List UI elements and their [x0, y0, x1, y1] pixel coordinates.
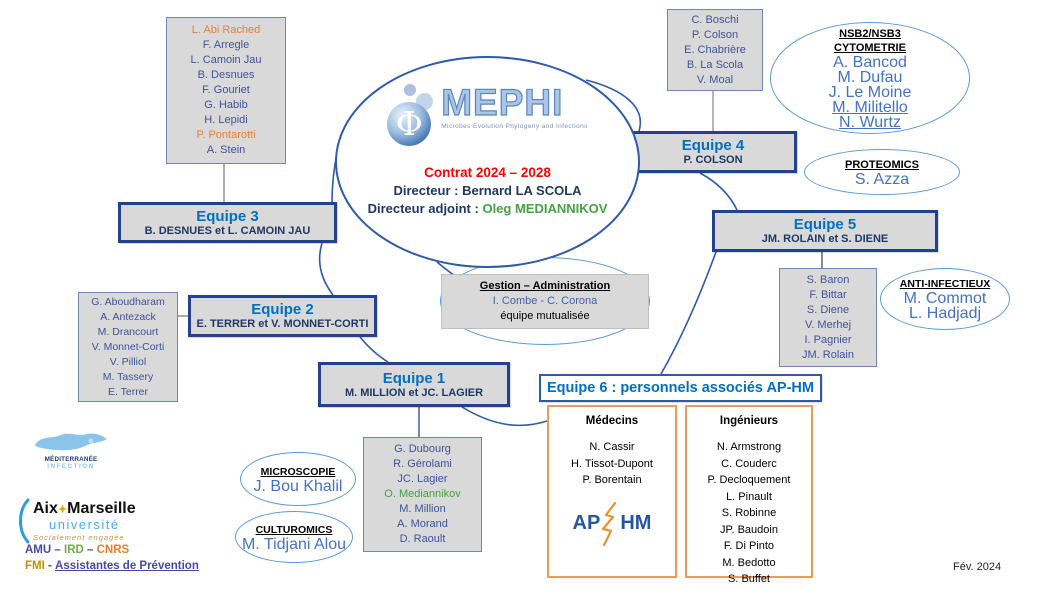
- director-label: Directeur :: [393, 183, 459, 198]
- platform-member-name: M. Militello: [832, 98, 908, 116]
- anti-infectieux-title: ANTI-INFECTIEUX: [899, 278, 991, 290]
- equipe5-members-box: [779, 268, 877, 367]
- footer-segment: –: [51, 544, 64, 556]
- proteomics-ellipse: [804, 149, 960, 195]
- footer-segment: –: [83, 544, 97, 556]
- member-name: B. Desnues: [197, 69, 255, 81]
- equipe6-box: [539, 374, 822, 402]
- platform-member-name: J. Bou Khalil: [253, 477, 343, 495]
- mediterranee-text: MÉDITERRANÉE: [44, 456, 98, 463]
- mephi-circle: [335, 56, 640, 268]
- platform-member-name: N. Wurtz: [839, 113, 901, 131]
- footer-segment: IRD: [64, 544, 84, 556]
- equipe5-box: [712, 210, 938, 252]
- equipe3-label: Equipe 3: [196, 207, 259, 225]
- amu-paren-icon: [16, 498, 30, 544]
- staff-name: N. Cassir: [589, 441, 635, 453]
- member-name: O. Mediannikov: [384, 488, 461, 500]
- equipe3-members-box: [166, 17, 286, 164]
- platform-member-name: S. Azza: [854, 170, 910, 188]
- staff-name: F. Di Pinto: [723, 540, 775, 552]
- logo-bubble: [404, 84, 416, 96]
- platform-member-name: J. Le Moine: [828, 83, 912, 101]
- equipe2-leaders: E. TERRER et V. MONNET-CORTI: [196, 318, 369, 330]
- member-name: F. Bittar: [809, 288, 847, 301]
- member-name: D. Raoult: [399, 533, 446, 545]
- ingenieurs-title: Ingénieurs: [719, 415, 779, 427]
- staff-name: N. Armstrong: [716, 441, 782, 453]
- member-name: JM. Rolain: [802, 348, 854, 361]
- member-name: G. Aboudharam: [91, 295, 165, 308]
- footer-segment: Assistantes de Prévention: [55, 560, 199, 572]
- member-name: P. Colson: [691, 28, 739, 41]
- equipe1-members-box: [363, 437, 482, 552]
- staff-name: H. Tissot-Dupont: [571, 457, 653, 470]
- equipe4-label: Equipe 4: [681, 137, 745, 154]
- equipe3-leaders: B. DESNUES et L. CAMOIN JAU: [144, 224, 311, 237]
- member-name: I. Pagnier: [804, 333, 852, 346]
- proteomics-title: PROTEOMICS: [845, 158, 919, 171]
- equipe1-leaders: M. MILLION et JC. LAGIER: [344, 386, 484, 399]
- equipe2-members-box: [78, 292, 178, 402]
- infection-text: INFECTION: [47, 463, 95, 470]
- equipe5-leaders: JM. ROLAIN et S. DIENE: [761, 233, 889, 245]
- phi-glyph: Φ: [387, 102, 431, 146]
- amu-marseille: Marseille: [67, 499, 136, 517]
- microscopie-title: MICROSCOPIE: [260, 465, 336, 478]
- member-name: H. Lepidi: [204, 114, 248, 126]
- staff-name: P. Decloquement: [707, 474, 791, 486]
- footer-segment: CNRS: [96, 544, 130, 556]
- equipe4-members-box: [667, 9, 763, 91]
- cytometrie-ellipse: [770, 22, 970, 134]
- footer-segment: AMU: [25, 544, 52, 556]
- microscopie-ellipse: [240, 452, 356, 506]
- mediterranee-map-icon: [31, 427, 111, 453]
- member-name: M. Drancourt: [97, 325, 159, 338]
- member-name: G. Dubourg: [394, 443, 451, 455]
- staff-name: P. Borentain: [582, 474, 642, 486]
- equipe4-box: [629, 131, 797, 173]
- amu-aix: Aix: [33, 499, 58, 517]
- platform-member-name: M. Dufau: [837, 68, 903, 86]
- mediterranee-infection-logo: [28, 427, 114, 470]
- member-name: V. Pilliol: [109, 355, 147, 368]
- mephi-phi-icon: [387, 84, 435, 148]
- culturomics-ellipse: [235, 511, 353, 563]
- deputy-name: Oleg MEDIANNIKOV: [482, 201, 608, 216]
- staff-name: M. Bedotto: [722, 556, 776, 569]
- amu-name-line: [33, 501, 136, 517]
- member-name: A. Morand: [397, 518, 448, 530]
- member-name: L. Abi Rached: [191, 24, 261, 36]
- member-name: R. Gérolami: [393, 458, 452, 470]
- ingenieurs-panel: [685, 405, 813, 585]
- gestion-box: [441, 274, 649, 329]
- member-name: S. Diene: [806, 303, 850, 316]
- member-name: V. Merhej: [804, 318, 852, 331]
- cytometrie-members: [771, 55, 969, 130]
- platform-member-name: M. Tidjani Alou: [241, 535, 347, 553]
- equipe2-label: Equipe 2: [251, 301, 314, 318]
- platform-member-name: A. Bancod: [833, 53, 907, 71]
- proteomics-members: [805, 172, 959, 187]
- director-line: [393, 182, 581, 200]
- medecins-panel: [547, 405, 677, 578]
- director-name: Bernard LA SCOLA: [462, 183, 582, 198]
- staff-name: C. Couderc: [721, 457, 777, 470]
- gestion-note: équipe mutualisée: [500, 309, 590, 322]
- staff-name: L. Pinault: [726, 490, 772, 503]
- member-name: V. Moal: [696, 73, 734, 86]
- staff-name: S. Buffet: [728, 573, 770, 585]
- footer-segment: FMI: [25, 560, 45, 572]
- member-name: M. Tassery: [102, 370, 154, 383]
- deputy-label: Directeur adjoint :: [367, 201, 479, 216]
- amu-tagline: Socialement engagée: [33, 532, 125, 542]
- culturomics-members: [236, 537, 352, 552]
- member-name: E. Chabrière: [684, 43, 746, 56]
- contract-line: Contrat 2024 – 2028: [424, 165, 551, 180]
- gestion-ellipse: [440, 257, 650, 345]
- member-name: P. Pontarotti: [196, 129, 256, 141]
- date-label: Fév. 2024: [953, 561, 1002, 573]
- platform-member-name: M. Commot: [903, 290, 987, 307]
- member-name: B. La Scola: [686, 58, 744, 71]
- member-name: G. Habib: [204, 99, 248, 111]
- anti-infectieux-members: [881, 291, 1009, 321]
- member-name: JC. Lagier: [397, 473, 448, 485]
- cytometrie-title: NSB2/NSB3 CYTOMETRIE: [834, 27, 906, 54]
- member-name: C. Boschi: [691, 13, 739, 26]
- member-name: F. Arregle: [202, 39, 250, 51]
- aphm-logo: [549, 501, 675, 547]
- member-name: L. Camoin Jau: [190, 54, 262, 66]
- staff-name: S. Robinne: [721, 507, 777, 519]
- member-name: E. Terrer: [107, 385, 149, 398]
- amu-logo: [16, 498, 136, 544]
- equipe2-box: [188, 295, 377, 337]
- member-name: F. Gouriet: [202, 84, 250, 96]
- medecins-title: Médecins: [585, 415, 639, 427]
- gestion-title: Gestion – Administration: [479, 279, 611, 292]
- equipe3-box: [118, 202, 337, 243]
- culturomics-title: CULTUROMICS: [255, 523, 333, 536]
- footer-segment: -: [44, 560, 56, 572]
- ingenieurs-list: [687, 439, 811, 588]
- equipe1-box: [318, 362, 510, 407]
- equipe1-label: Equipe 1: [382, 369, 446, 387]
- microscopie-members: [241, 479, 355, 494]
- member-name: A. Stein: [206, 144, 246, 156]
- deputy-line: [368, 200, 608, 218]
- amu-universite: université: [49, 516, 120, 532]
- platform-member-name: L. Hadjadj: [908, 305, 982, 322]
- member-name: S. Baron: [806, 273, 850, 286]
- member-name: A. Antezack: [100, 310, 156, 323]
- footer-orgs-line: [25, 542, 129, 558]
- aphm-bird-icon: [600, 501, 620, 547]
- amu-star-icon: ✦: [57, 503, 68, 516]
- member-name: M. Million: [399, 503, 446, 515]
- mephi-logo-text: MEPHI: [441, 82, 564, 123]
- anti-infectieux-ellipse: [880, 268, 1010, 330]
- aphm-logo-right: HM: [620, 512, 652, 534]
- mephi-tagline: Microbes Evolution Phylogeny and Infections: [441, 123, 588, 130]
- equipe4-leaders: P. COLSON: [683, 154, 743, 166]
- member-name: V. Monnet-Corti: [91, 340, 165, 353]
- footer-fmi-line: [25, 558, 199, 574]
- equipe6-label: Equipe 6 : personnels associés AP-HM: [547, 380, 814, 396]
- mephi-logo: [387, 84, 588, 148]
- gestion-members: I. Combe - C. Corona: [492, 294, 598, 307]
- aphm-logo-left: AP: [572, 512, 601, 534]
- equipe5-label: Equipe 5: [793, 216, 857, 233]
- medecins-list: [549, 439, 675, 489]
- staff-name: JP. Baudoin: [720, 523, 778, 536]
